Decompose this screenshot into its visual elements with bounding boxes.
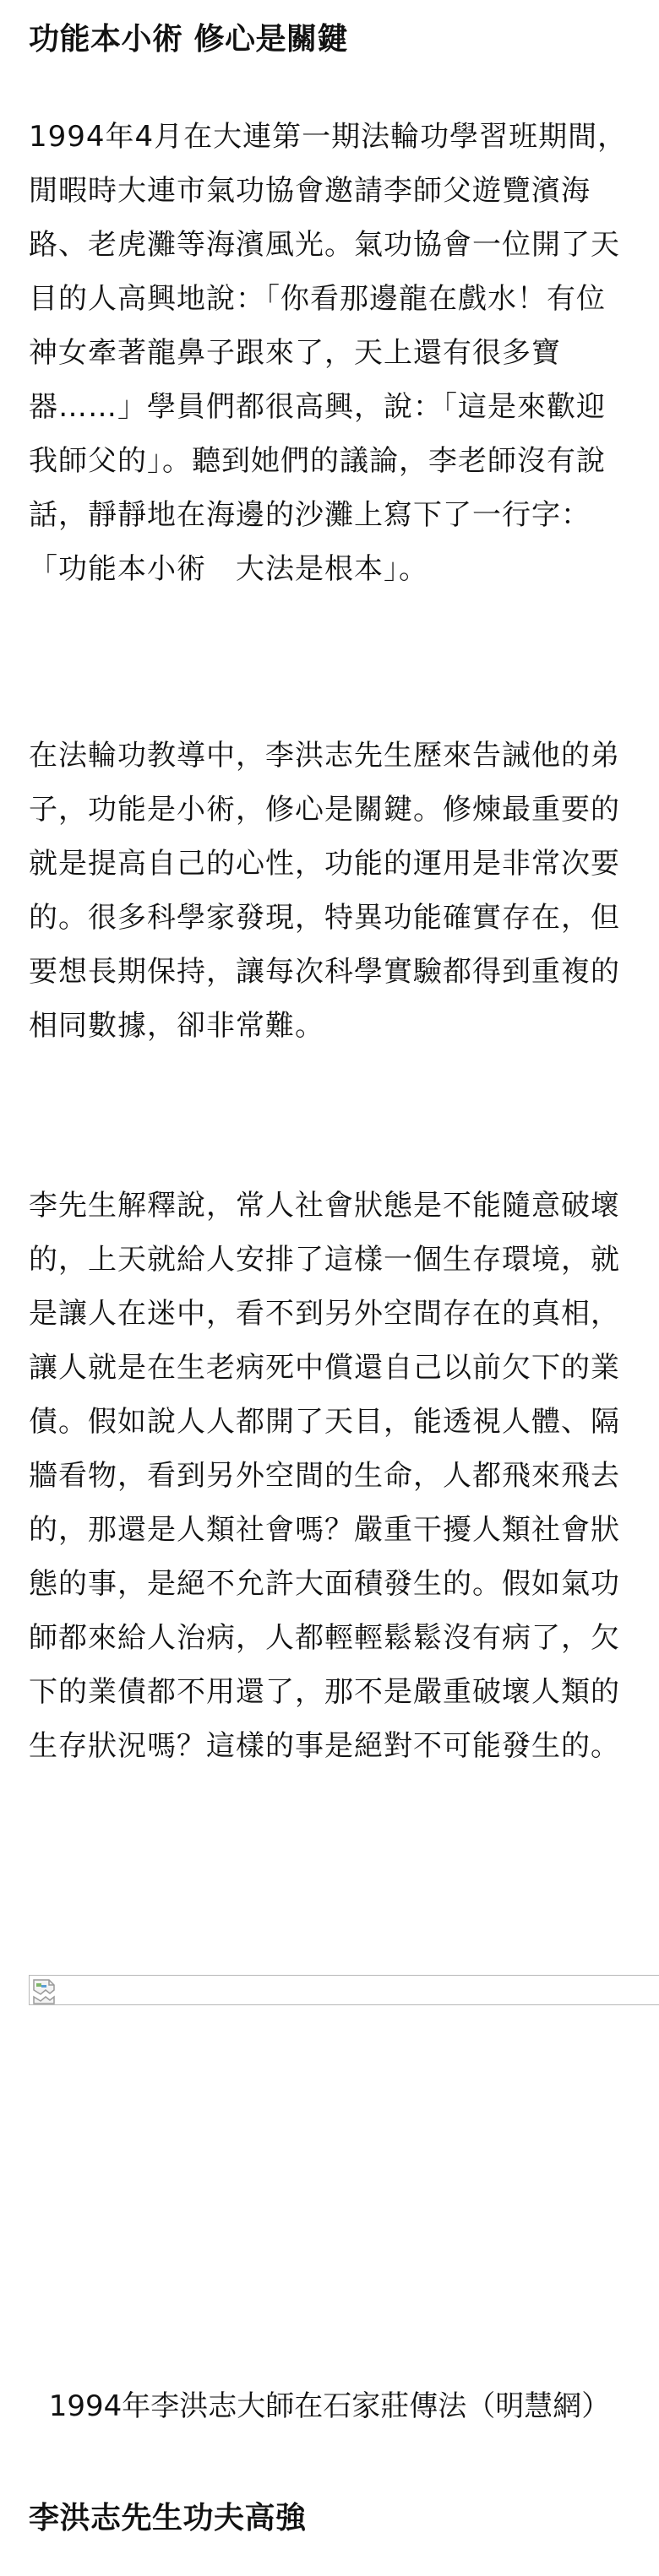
section-heading-gongfu: 李洪志先生功夫高強 <box>29 2501 307 2535</box>
image-caption: 1994年李洪志大師在石家莊傳法（明慧網） <box>48 2389 611 2423</box>
paragraph-human-society: 李先生解釋說，常人社會狀態是不能隨意破壞的，上天就給人安排了這樣一個生存環境，就是讓人在迷中，看不到另外空間存在的真相，讓人就是在生老病死中償還自己以前欠下的業債。假如說人人都開了天目，能透視人體、隔牆看物，看到另外空間的生命，人都飛來飛去的，那還是人類社會嗎？嚴重干擾人類社會狀態的事，是絕不允許大面積發生的。假如氣功師都來給人治病，人都輕輕鬆鬆沒有病了，欠下的業債都不用還了，那不是嚴重破壞人類的生存狀況嗎？這樣的事是絕對不可能發生的。 <box>29 1189 620 1763</box>
broken-image-icon <box>32 1978 57 2005</box>
article-image[interactable] <box>29 1975 659 2005</box>
paragraph-dalian-seaside: 1994年4月在大連第一期法輪功學習班期間，閒暇時大連市氣功協會邀請李師父遊覽濱海路、老虎灘等海濱風光。氣功協會一位開了天目的人高興地說：「你看那邊龍在戲水！有位神女牽著龍鼻子跟來了，天上還有很多寶器……」學員們都很高興，說：「這是來歡迎我師父的」。聽到她們的議論，李老師沒有說話，靜靜地在海邊的沙灘上寫下了一行字：「功能本小術 大法是根本」。 <box>29 120 628 586</box>
section-heading-abilities: 功能本小術 修心是關鍵 <box>29 22 349 57</box>
paragraph-cultivation-key: 在法輪功教導中，李洪志先生歷來告誡他的弟子，功能是小術，修心是關鍵。修煉最重要的就是提高自己的心性，功能的運用是非常次要的。很多科學家發現，特異功能確實存在，但要想長期保持，讓每次科學實驗都得到重複的相同數據，卻非常難。 <box>29 739 620 1043</box>
